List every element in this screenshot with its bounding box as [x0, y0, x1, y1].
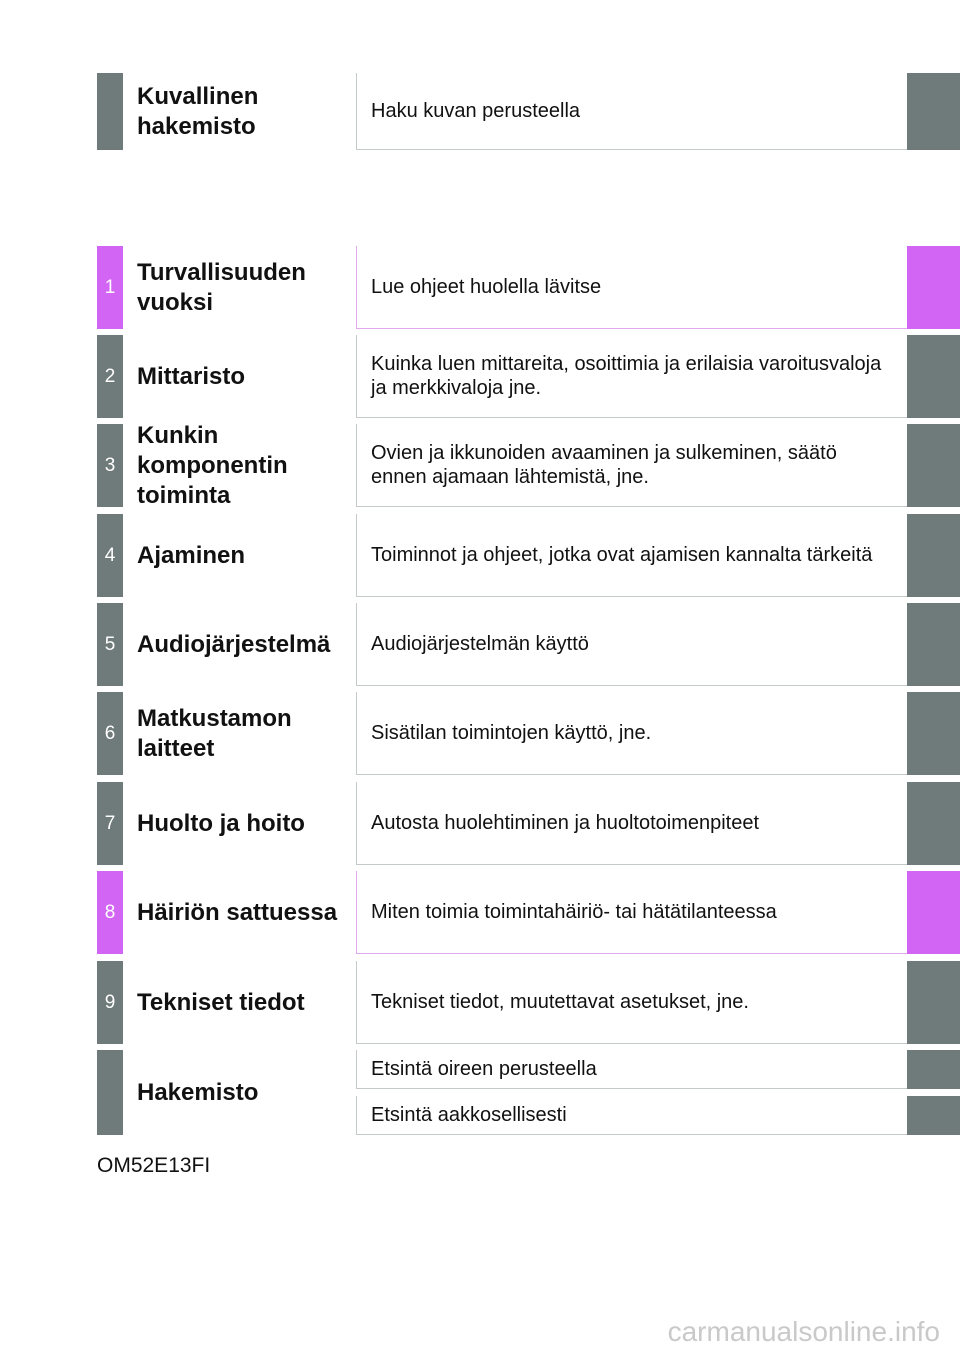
right-tab: [907, 514, 960, 597]
section-description: Autosta huolehtiminen ja huoltotoimenpiteet: [371, 812, 760, 834]
section-row-8[interactable]: [0, 871, 960, 954]
index-row: [0, 1050, 960, 1135]
document-code: OM52E13FI: [97, 1154, 211, 1177]
section-description-box: [356, 335, 907, 418]
right-tab: [907, 335, 960, 418]
header-row[interactable]: [0, 73, 960, 150]
section-row-7[interactable]: [0, 782, 960, 865]
section-description-box: [356, 246, 907, 329]
index-item-2[interactable]: [356, 1096, 960, 1135]
section-number: 9: [104, 991, 116, 1013]
section-number: 3: [104, 454, 116, 476]
left-tab: [97, 782, 123, 865]
left-tab: [97, 335, 123, 418]
right-tab: [907, 782, 960, 865]
section-title: Ajaminen: [137, 541, 246, 569]
section-row-1[interactable]: [0, 246, 960, 329]
section-description-box: [356, 603, 907, 686]
index-item-box: [356, 1096, 907, 1135]
header-description: Haku kuvan perusteella: [371, 100, 581, 122]
index-item-label: Etsintä aakkosellisesti: [371, 1104, 567, 1126]
section-row-9[interactable]: [0, 961, 960, 1044]
header-title: Kuvallinen hakemisto: [137, 82, 259, 140]
section-row-2[interactable]: [0, 335, 960, 418]
section-title: Kunkin komponentin toiminta: [137, 421, 288, 509]
watermark: carmanualsonline.info: [667, 1316, 940, 1347]
section-title: Audiojärjestelmä: [137, 630, 331, 658]
section-row-6[interactable]: [0, 692, 960, 775]
section-number: 2: [104, 365, 116, 387]
left-tab: [97, 514, 123, 597]
section-description: Miten toimia toimintahäiriö- tai hätätilanteessa: [371, 901, 777, 923]
section-title: Mittaristo: [137, 362, 245, 390]
section-description-box: [356, 961, 907, 1044]
section-title: Huolto ja hoito: [137, 809, 305, 837]
header-description-box: [356, 73, 907, 150]
section-title: Turvallisuuden vuoksi: [137, 258, 306, 316]
right-tab: [907, 961, 960, 1044]
section-description-box: [356, 871, 907, 954]
section-description: Lue ohjeet huolella lävitse: [371, 276, 602, 298]
right-tab: [907, 424, 960, 507]
section-description: Sisätilan toimintojen käyttö, jne.: [371, 722, 652, 744]
index-item-1[interactable]: [356, 1050, 960, 1089]
section-number: 8: [104, 901, 116, 923]
section-number: 4: [104, 544, 116, 566]
right-tab: [907, 246, 960, 329]
section-description-box: [356, 692, 907, 775]
right-tab: [907, 1096, 960, 1135]
left-tab: [97, 871, 123, 954]
section-description: Audiojärjestelmän käyttö: [371, 633, 589, 655]
left-tab: [97, 692, 123, 775]
section-description: Tekniset tiedot, muutettavat asetukset, jne.: [371, 991, 749, 1013]
section-number: 6: [104, 722, 116, 744]
left-tab: [97, 424, 123, 507]
right-tab: [907, 603, 960, 686]
left-tab: [97, 246, 123, 329]
section-description-box: [356, 782, 907, 865]
right-tab: [907, 73, 960, 150]
right-tab: [907, 871, 960, 954]
section-number: 1: [104, 276, 116, 298]
right-tab: [907, 692, 960, 775]
section-row-3[interactable]: [0, 421, 960, 509]
section-description: Kuinka luen mittareita, osoittimia ja erilaisia varoitusvaloja ja merkkivaloja jne.: [371, 353, 882, 399]
left-tab: [97, 1050, 123, 1135]
index-title: Hakemisto: [137, 1078, 259, 1106]
section-description-box: [356, 424, 907, 507]
section-description-box: [356, 514, 907, 597]
section-number: 5: [104, 633, 116, 655]
section-title: Tekniset tiedot: [137, 988, 305, 1016]
right-tab: [907, 1050, 960, 1089]
section-number: 7: [104, 812, 116, 834]
section-description: Ovien ja ikkunoiden avaaminen ja sulkeminen, säätö ennen ajamaan lähtemistä, jne.: [371, 442, 837, 488]
section-row-5[interactable]: [0, 603, 960, 686]
section-description: Toiminnot ja ohjeet, jotka ovat ajamisen kannalta tärkeitä: [371, 544, 873, 566]
section-title: Matkustamon laitteet: [137, 704, 292, 762]
section-row-4[interactable]: [0, 514, 960, 597]
left-tab: [97, 961, 123, 1044]
index-item-label: Etsintä oireen perusteella: [371, 1058, 597, 1080]
left-tab: [97, 73, 123, 150]
left-tab: [97, 603, 123, 686]
index-item-box: [356, 1050, 907, 1089]
section-title: Häiriön sattuessa: [137, 898, 338, 926]
